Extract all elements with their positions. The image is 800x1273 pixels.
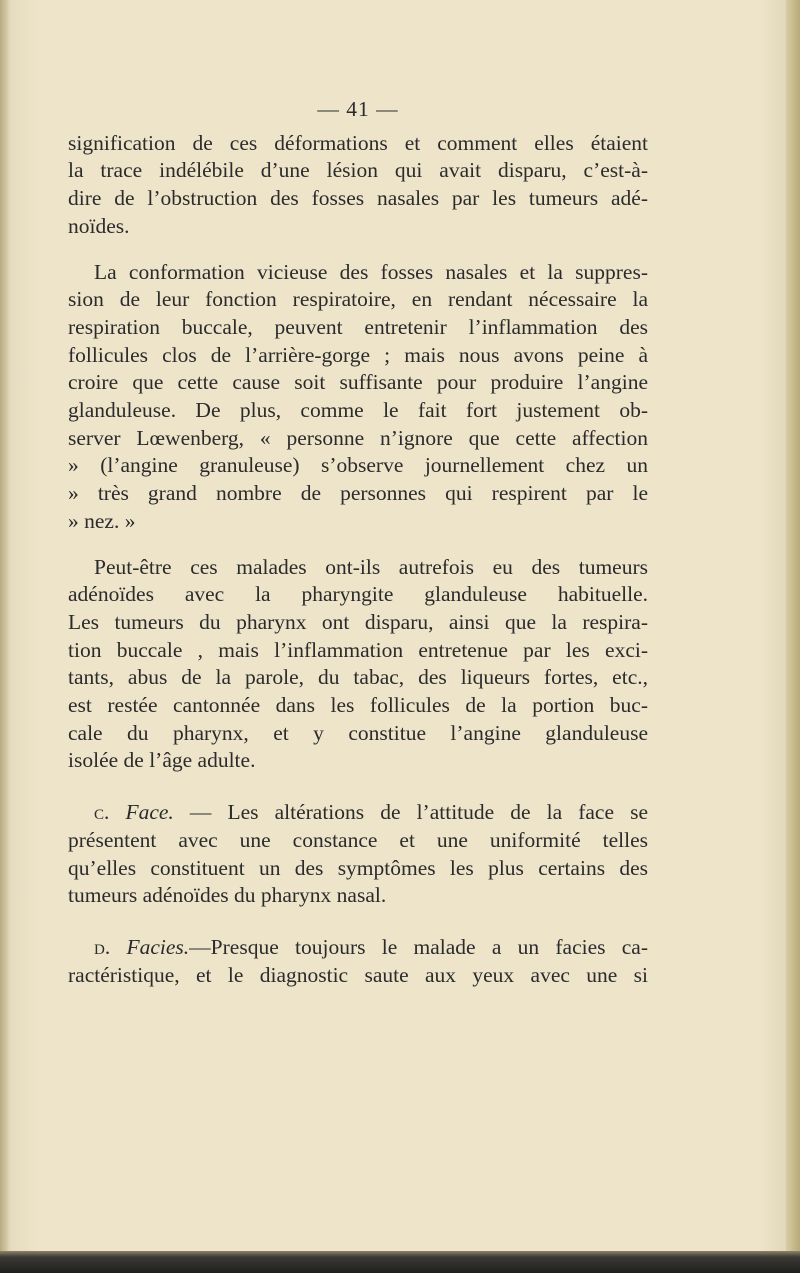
text-line: La conformation vicieuse des fosses nasales et la suppres- xyxy=(94,259,648,284)
text-line: est restée cantonnée dans les follicules de la portion buc- xyxy=(68,693,648,718)
text-line: qu’elles constituent un des symptômes les plus certains des xyxy=(68,855,648,880)
section-d xyxy=(68,934,648,989)
text-line: c. Face. — Les altérations de l’attitude de la face se xyxy=(94,800,648,825)
text-line: présentent avec une constance et une uniformité telles xyxy=(68,827,648,852)
text-line: » très grand nombre de personnes qui respirent par le xyxy=(68,481,648,506)
text-line: sion de leur fonction respiratoire, en rendant nécessaire la xyxy=(68,287,648,312)
text-line: d. Facies.—Presque toujours le malade a un facies ca- xyxy=(94,934,648,959)
text-line: follicules clos de l’arrière-gorge ; mais nous avons peine à xyxy=(68,342,648,367)
text-line: ractéristique, et le diagnostic saute aux yeux avec une si xyxy=(68,962,648,987)
text-line: glanduleuse. De plus, comme le fait fort justement ob- xyxy=(68,398,648,423)
text-line: » (l’angine granuleuse) s’observe journellement chez un xyxy=(68,453,648,478)
text-line: adénoïdes avec la pharyngite glanduleuse habituelle. xyxy=(68,582,648,607)
page-text-block xyxy=(68,96,648,989)
section-letter: c. xyxy=(94,800,110,825)
page-left-edge xyxy=(0,0,8,1273)
section-title: Facies. xyxy=(126,934,190,959)
scan-bottom-edge xyxy=(0,1251,800,1273)
text-line: server Lœwenberg, « personne n’ignore que cette affection xyxy=(68,425,648,450)
text-line: tants, abus de la parole, du tabac, des liqueurs fortes, etc., xyxy=(68,665,648,690)
text-line: isolée de l’âge adulte. xyxy=(68,748,256,773)
text-line: » nez. » xyxy=(68,508,136,533)
text-line: noïdes. xyxy=(68,213,130,238)
text-line: croire que cette cause soit suffisante pour produire l’angine xyxy=(68,370,648,395)
text-line: Peut-être ces malades ont-ils autrefois eu des tumeurs xyxy=(94,554,648,579)
text-line: tumeurs adénoïdes du pharynx nasal. xyxy=(68,883,387,908)
text-line: dire de l’obstruction des fosses nasales par les tumeurs adé- xyxy=(68,186,648,211)
page-number: — 41 — xyxy=(317,97,399,121)
text-line: respiration buccale, peuvent entretenir l’inflammation des xyxy=(68,314,648,339)
section-letter: d. xyxy=(94,934,111,959)
section-c xyxy=(68,799,648,910)
page-right-edge xyxy=(786,0,800,1273)
text-line: la trace indélébile d’une lésion qui avait disparu, c’est-à- xyxy=(68,158,648,183)
text-line: tion buccale , mais l’inflammation entretenue par les exci- xyxy=(68,637,648,662)
text-line: Les tumeurs du pharynx ont disparu, ainsi que la respira- xyxy=(68,609,648,634)
text-line: cale du pharynx, et y constitue l’angine glanduleuse xyxy=(68,720,648,745)
paragraph-3 xyxy=(68,554,648,776)
text-line: signification de ces déformations et comment elles étaient xyxy=(68,130,648,155)
paragraph-2 xyxy=(68,259,648,536)
section-title: Face. xyxy=(125,800,174,825)
paragraph-1 xyxy=(68,130,648,241)
